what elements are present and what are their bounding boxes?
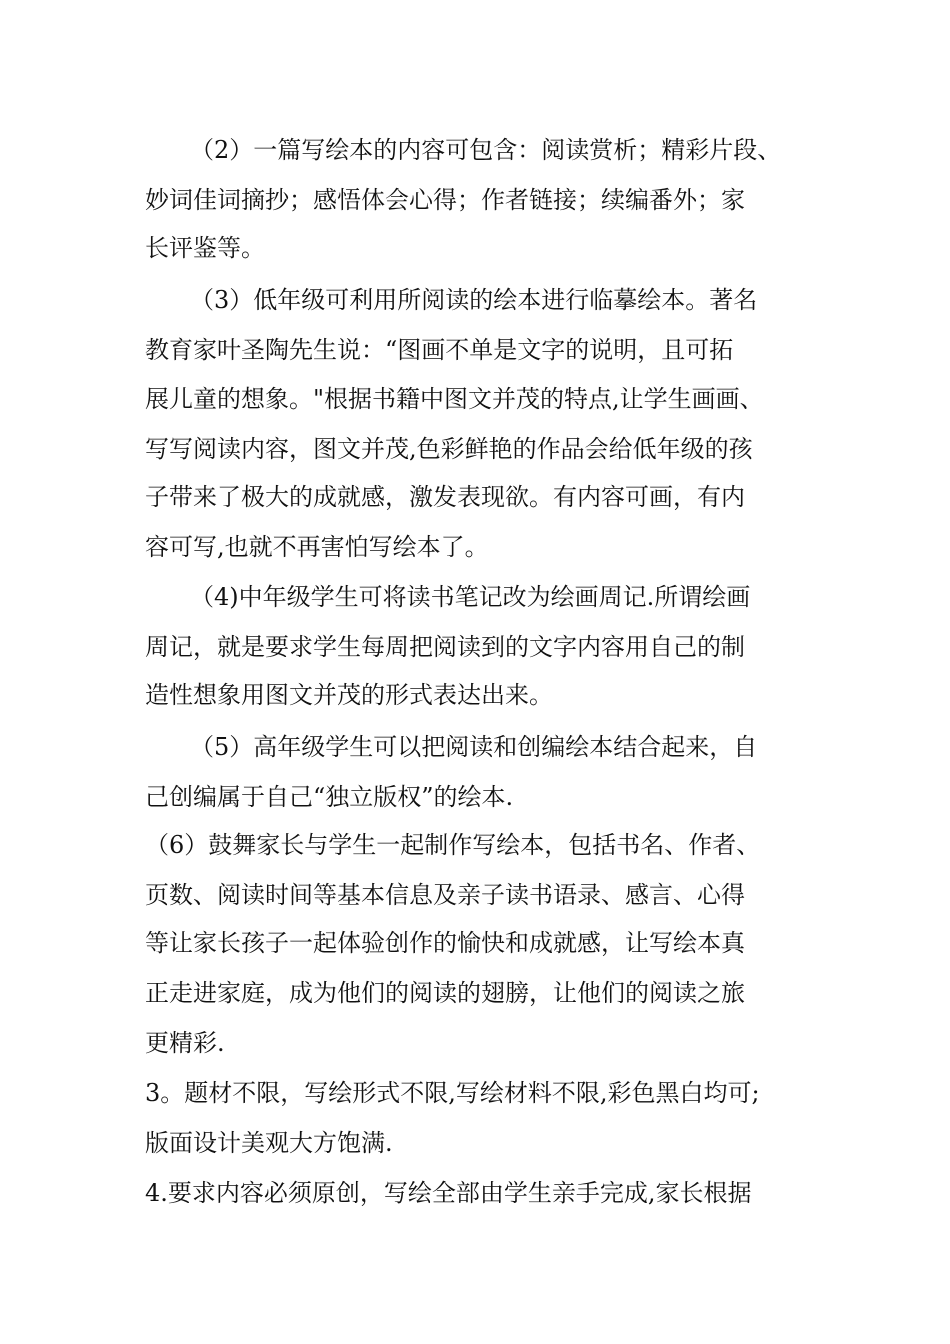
- text-line: 子带来了极大的成就感，激发表现欲。有内容可画，有内: [145, 483, 745, 511]
- text-line: 4.要求内容必须原创，写绘全部由学生亲手完成,家长根据: [145, 1179, 752, 1207]
- text-line: 容可写,也就不再害怕写绘本了。: [145, 533, 489, 561]
- text-line: （6）鼓舞家长与学生一起制作写绘本，包括书名、作者、: [145, 831, 761, 859]
- text-line: 写写阅读内容，图文并茂,色彩鲜艳的作品会给低年级的孩: [145, 435, 753, 463]
- text-line: 妙词佳词摘抄；感悟体会心得；作者链接；续编番外；家: [145, 186, 745, 214]
- text-line: 版面设计美观大方饱满.: [145, 1129, 393, 1157]
- text-line: 正走进家庭，成为他们的阅读的翅膀，让他们的阅读之旅: [145, 979, 745, 1007]
- text-line: 等让家长孩子一起体验创作的愉快和成就感，让写绘本真: [145, 929, 745, 957]
- text-line: 教育家叶圣陶先生说：“图画不单是文字的说明，且可拓: [145, 336, 734, 364]
- text-line: （2）一篇写绘本的内容可包含：阅读赏析；精彩片段、: [190, 136, 782, 164]
- text-line: 展儿童的想象。"根据书籍中图文并茂的特点,让学生画画、: [145, 385, 764, 413]
- text-line: （5）高年级学生可以把阅读和创编绘本结合起来，自: [190, 733, 758, 761]
- text-line: 页数、阅读时间等基本信息及亲子读书语录、感言、心得: [145, 881, 745, 909]
- text-line: 己创编属于自己“独立版权”的绘本.: [145, 783, 514, 811]
- text-line: 更精彩.: [145, 1029, 225, 1057]
- text-line: 3。题材不限，写绘形式不限,写绘材料不限,彩色黑白均可;: [145, 1079, 760, 1107]
- text-line: 周记，就是要求学生每周把阅读到的文字内容用自己的制: [145, 633, 745, 661]
- text-line: （3）低年级可利用所阅读的绘本进行临摹绘本。著名: [190, 286, 758, 314]
- text-line: 造性想象用图文并茂的形式表达出来。: [145, 681, 553, 709]
- text-line: （4)中年级学生可将读书笔记改为绘画周记.所谓绘画: [190, 583, 751, 611]
- text-line: 长评鉴等。: [145, 234, 265, 262]
